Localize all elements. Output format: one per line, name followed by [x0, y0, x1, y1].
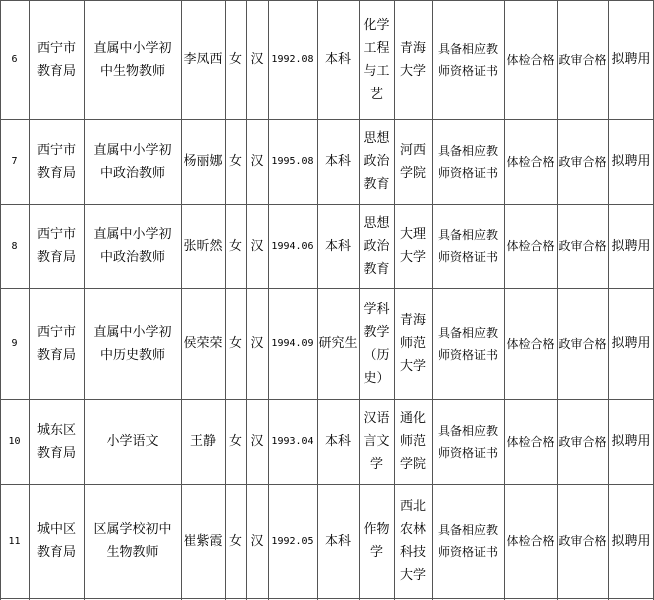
education-cell-text: 本科	[324, 434, 351, 449]
column-divider	[225, 0, 226, 600]
name-cell-text: 王静	[189, 434, 216, 449]
row-divider	[0, 598, 654, 599]
position-cell-text: 直属中小学初 中政治教师	[93, 142, 172, 181]
qualification-cell-text: 具备相应教 师资格证书	[437, 41, 498, 78]
position-cell	[84, 204, 181, 288]
qualification-cell-text: 具备相应教 师资格证书	[437, 523, 498, 559]
physical-exam-cell-text: 体检合格	[506, 154, 555, 169]
result-cell	[608, 399, 654, 484]
school-cell-text: 通化 师范 学院	[399, 411, 426, 472]
gender-cell	[225, 119, 246, 204]
unit-cell-text: 西宁市 教育局	[36, 227, 76, 265]
school-cell-text: 河西 学院	[399, 142, 426, 181]
result-cell-text: 拟聘用	[611, 533, 651, 549]
school-cell	[394, 399, 432, 484]
row-index-text: 7	[11, 156, 18, 167]
major-cell-text: 汉语 言文 学	[363, 411, 390, 472]
major-cell-text: 化学 工程 与工 艺	[363, 17, 390, 102]
result-cell	[608, 484, 654, 598]
qualification-cell	[432, 0, 504, 119]
gender-cell	[225, 204, 246, 288]
column-divider	[557, 0, 558, 600]
column-divider	[84, 0, 85, 600]
major-cell	[359, 119, 394, 204]
school-cell-text: 青海 师范 大学	[399, 313, 426, 374]
birth-date-cell-text: 1992.08	[271, 54, 314, 65]
ethnicity-cell-text: 汉	[250, 238, 264, 254]
school-cell-text: 大理 大学	[399, 227, 426, 265]
row-index-text: 6	[11, 54, 18, 65]
ethnicity-cell-text: 汉	[250, 52, 264, 67]
political-review-cell-text: 政审合格	[558, 534, 607, 548]
political-review-cell-text: 政审合格	[558, 52, 607, 67]
gender-cell-text: 女	[228, 336, 242, 351]
position-cell-text: 小学语文	[106, 434, 159, 449]
birth-date-cell	[268, 399, 317, 484]
education-cell	[317, 0, 359, 119]
gender-cell-text: 女	[228, 52, 242, 67]
column-divider	[29, 0, 30, 600]
row-index	[0, 399, 29, 484]
ethnicity-cell	[246, 119, 268, 204]
result-cell-text: 拟聘用	[611, 336, 651, 351]
column-divider	[608, 0, 609, 600]
unit-cell-text: 西宁市 教育局	[36, 142, 76, 181]
major-cell	[359, 0, 394, 119]
name-cell-text: 崔紫霞	[183, 533, 223, 549]
ethnicity-cell-text: 汉	[250, 336, 264, 351]
physical-exam-cell	[504, 0, 557, 119]
qualification-cell	[432, 288, 504, 399]
name-cell	[181, 204, 225, 288]
major-cell	[359, 399, 394, 484]
ethnicity-cell-text: 汉	[250, 533, 264, 549]
name-cell	[181, 0, 225, 119]
name-cell	[181, 288, 225, 399]
row-index-text: 10	[8, 436, 21, 447]
physical-exam-cell-text: 体检合格	[506, 52, 555, 67]
birth-date-cell	[268, 119, 317, 204]
qualification-cell	[432, 399, 504, 484]
birth-date-cell	[268, 484, 317, 598]
unit-cell-text: 城中区 教育局	[36, 522, 76, 560]
result-cell	[608, 0, 654, 119]
gender-cell-text: 女	[228, 434, 242, 449]
political-review-cell	[557, 0, 608, 119]
qualification-cell-text: 具备相应教 师资格证书	[437, 325, 498, 362]
name-cell	[181, 119, 225, 204]
political-review-cell-text: 政审合格	[558, 434, 607, 449]
political-review-cell	[557, 399, 608, 484]
position-cell	[84, 484, 181, 598]
unit-cell	[29, 0, 84, 119]
result-cell	[608, 119, 654, 204]
result-cell-text: 拟聘用	[611, 52, 651, 67]
birth-date-cell-text: 1994.06	[271, 240, 314, 252]
unit-cell	[29, 484, 84, 598]
school-cell	[394, 484, 432, 598]
physical-exam-cell	[504, 204, 557, 288]
gender-cell-text: 女	[228, 238, 242, 254]
education-cell	[317, 399, 359, 484]
ethnicity-cell	[246, 399, 268, 484]
ethnicity-cell-text: 汉	[250, 434, 264, 449]
ethnicity-cell-text: 汉	[250, 154, 264, 169]
ethnicity-cell	[246, 0, 268, 119]
qualification-cell	[432, 204, 504, 288]
name-cell-text: 张昕然	[183, 238, 223, 254]
position-cell-text: 直属中小学初 中历史教师	[93, 324, 172, 363]
education-cell	[317, 204, 359, 288]
qualification-cell	[432, 484, 504, 598]
column-divider	[268, 0, 269, 600]
major-cell	[359, 484, 394, 598]
name-cell-text: 李凤西	[183, 52, 223, 67]
unit-cell	[29, 204, 84, 288]
position-cell	[84, 399, 181, 484]
row-index	[0, 484, 29, 598]
physical-exam-cell-text: 体检合格	[506, 336, 555, 351]
row-index-text: 8	[11, 240, 18, 252]
unit-cell-text: 西宁市 教育局	[36, 324, 76, 363]
row-index-text: 11	[8, 535, 21, 547]
education-cell-text: 本科	[324, 52, 351, 67]
education-cell-text: 本科	[324, 154, 351, 169]
gender-cell-text: 女	[228, 154, 242, 169]
political-review-cell	[557, 204, 608, 288]
ethnicity-cell	[246, 484, 268, 598]
column-divider	[181, 0, 182, 600]
row-divider	[0, 0, 654, 1]
gender-cell-text: 女	[228, 533, 242, 549]
birth-date-cell	[268, 204, 317, 288]
position-cell	[84, 288, 181, 399]
unit-cell-text: 城东区 教育局	[36, 422, 76, 461]
school-cell	[394, 204, 432, 288]
school-cell-text: 西北 农林 科技 大学	[399, 499, 426, 583]
row-divider	[0, 288, 654, 289]
gender-cell	[225, 0, 246, 119]
unit-cell	[29, 288, 84, 399]
education-cell-text: 研究生	[318, 336, 358, 351]
row-index	[0, 0, 29, 119]
physical-exam-cell-text: 体检合格	[506, 239, 555, 253]
gender-cell	[225, 399, 246, 484]
column-divider	[432, 0, 433, 600]
birth-date-cell-text: 1992.05	[271, 535, 314, 547]
column-divider	[246, 0, 247, 600]
name-cell	[181, 399, 225, 484]
school-cell	[394, 0, 432, 119]
row-divider	[0, 119, 654, 120]
education-cell-text: 本科	[324, 533, 351, 549]
political-review-cell-text: 政审合格	[558, 239, 607, 253]
qualification-cell-text: 具备相应教 师资格证书	[437, 228, 498, 264]
column-divider	[317, 0, 318, 600]
qualification-cell-text: 具备相应教 师资格证书	[437, 143, 498, 180]
education-cell	[317, 484, 359, 598]
result-cell	[608, 288, 654, 399]
education-cell	[317, 119, 359, 204]
row-divider	[0, 484, 654, 485]
physical-exam-cell	[504, 399, 557, 484]
political-review-cell	[557, 119, 608, 204]
education-cell-text: 本科	[324, 238, 351, 254]
unit-cell-text: 西宁市 教育局	[36, 40, 76, 79]
result-cell	[608, 204, 654, 288]
gender-cell	[225, 288, 246, 399]
physical-exam-cell	[504, 288, 557, 399]
major-cell-text: 思想 政治 教育	[363, 215, 390, 277]
column-divider	[0, 0, 1, 600]
unit-cell	[29, 399, 84, 484]
birth-date-cell-text: 1994.09	[271, 338, 314, 349]
birth-date-cell-text: 1995.08	[271, 156, 314, 167]
row-index	[0, 204, 29, 288]
position-cell-text: 区属学校初中 生物教师	[93, 522, 172, 560]
birth-date-cell	[268, 288, 317, 399]
column-divider	[504, 0, 505, 600]
ethnicity-cell	[246, 204, 268, 288]
ethnicity-cell	[246, 288, 268, 399]
row-index	[0, 288, 29, 399]
major-cell-text: 作物 学	[363, 522, 390, 560]
name-cell	[181, 484, 225, 598]
major-cell-text: 思想 政治 教育	[363, 131, 390, 192]
position-cell	[84, 0, 181, 119]
physical-exam-cell-text: 体检合格	[506, 434, 555, 449]
result-cell-text: 拟聘用	[611, 154, 651, 169]
birth-date-cell	[268, 0, 317, 119]
row-index	[0, 119, 29, 204]
position-cell	[84, 119, 181, 204]
physical-exam-cell	[504, 484, 557, 598]
position-cell-text: 直属中小学初 中政治教师	[93, 227, 172, 265]
political-review-cell-text: 政审合格	[558, 154, 607, 169]
physical-exam-cell	[504, 119, 557, 204]
gender-cell	[225, 484, 246, 598]
result-cell-text: 拟聘用	[611, 434, 651, 449]
row-divider	[0, 399, 654, 400]
column-divider	[359, 0, 360, 600]
position-cell-text: 直属中小学初 中生物教师	[93, 40, 172, 79]
row-divider	[0, 204, 654, 205]
major-cell-text: 学科 教学 （历 史）	[363, 301, 390, 386]
name-cell-text: 杨丽娜	[183, 154, 223, 169]
qualification-cell	[432, 119, 504, 204]
school-cell	[394, 288, 432, 399]
result-cell-text: 拟聘用	[611, 238, 651, 254]
political-review-cell-text: 政审合格	[558, 336, 607, 351]
education-cell	[317, 288, 359, 399]
unit-cell	[29, 119, 84, 204]
political-review-cell	[557, 288, 608, 399]
physical-exam-cell-text: 体检合格	[506, 534, 555, 548]
major-cell	[359, 204, 394, 288]
political-review-cell	[557, 484, 608, 598]
column-divider	[394, 0, 395, 600]
birth-date-cell-text: 1993.04	[271, 436, 314, 447]
name-cell-text: 侯荣荣	[183, 336, 223, 351]
school-cell	[394, 119, 432, 204]
qualification-cell-text: 具备相应教 师资格证书	[437, 423, 498, 460]
school-cell-text: 青海 大学	[399, 40, 426, 79]
major-cell	[359, 288, 394, 399]
row-index-text: 9	[11, 338, 18, 349]
